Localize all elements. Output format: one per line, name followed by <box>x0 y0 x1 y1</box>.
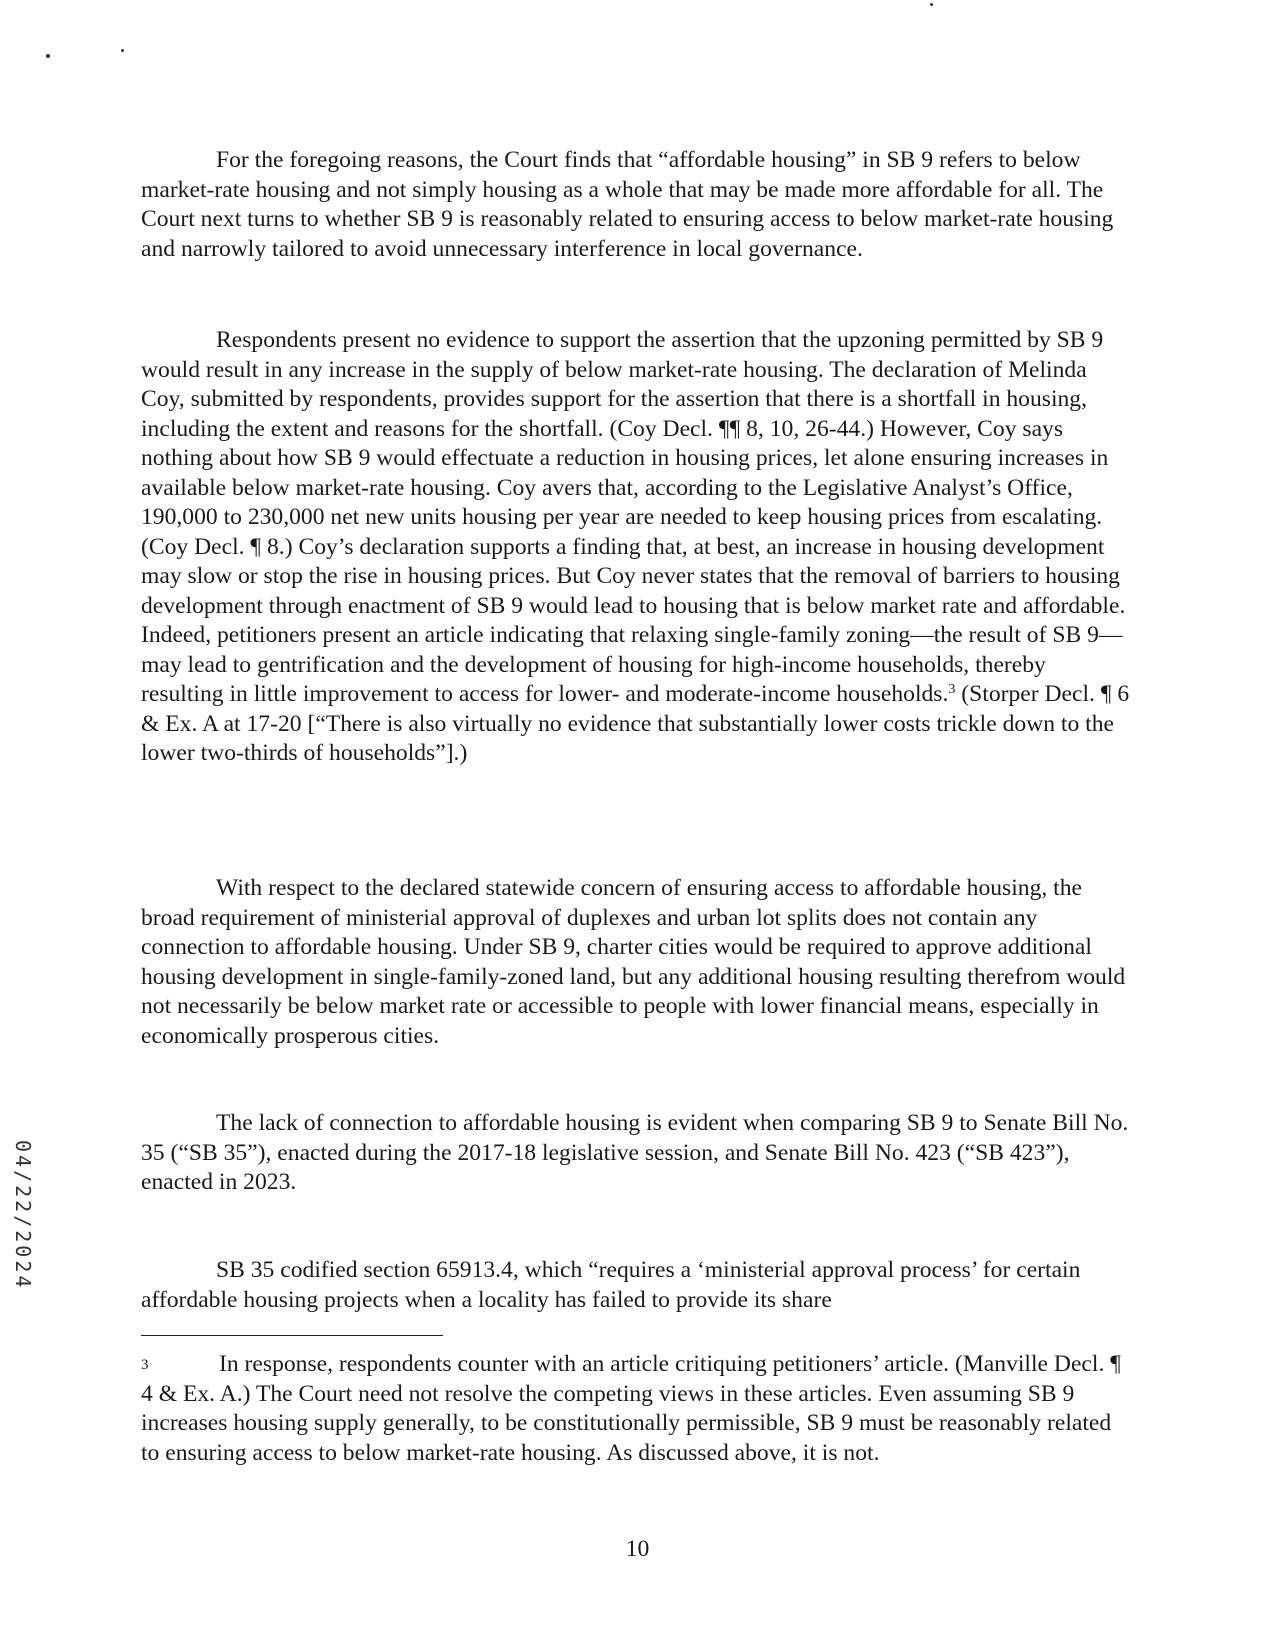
footnote <box>141 1347 1131 1468</box>
footnote-reference: 3 <box>948 682 956 697</box>
scan-speck <box>121 49 124 52</box>
paragraph-4: The lack of connection to affordable housing is evident when comparing SB 9 to Senate Bill No. 35 (“SB 35”), enacted during the 2017-18 legislative session, and Senate Bill No. 423 (“SB 423”), enacted in 2023. <box>141 1110 1129 1195</box>
scan-speck <box>46 54 50 58</box>
scan-speck <box>930 3 933 6</box>
footnote-text: In response, respondents counter with an article critiquing petitioners’ article. (Manville Decl. ¶ 4 & Ex. A.) The Court need not resolve the competing views in these articles. Even assuming SB 9 increases housing supply generally, to be constitutionally permissible, SB 9 must be reasonably related to ensuring access to below market-rate housing. As discussed above, it is not. <box>141 1351 1121 1466</box>
paragraph-3: With respect to the declared statewide concern of ensuring access to affordable housing, the broad requirement of ministerial approval of duplexes and urban lot splits does not contain any connection to affordable housing. Under SB 9, charter cities would be required to approve additional housing development in single-family-zoned land, but any additional housing resulting therefrom would not necessarily be below market rate or accessible to people with lower financial means, especially in economically prosperous cities. <box>141 875 1126 1049</box>
page-number: 10 <box>625 1536 650 1562</box>
paragraph-2-citation: (Storper Decl. ¶ 6 & Ex. A at 17-20 [“There is also virtually no evidence that substantially lower costs trickle down to the lower two-thirds of households”].) <box>141 681 1130 766</box>
paragraph-1: For the foregoing reasons, the Court finds that “affordable housing” in SB 9 refers to below market-rate housing and not simply housing as a whole that may be made more affordable for all. The Court next turns to whether SB 9 is reasonably related to ensuring access to below market-rate housing and narrowly tailored to avoid unnecessary interference in local governance. <box>141 147 1114 262</box>
paragraph-2 <box>141 326 1131 769</box>
footnote-number: 3 <box>141 1357 149 1373</box>
date-stamp: 04/22/2024 <box>11 1140 35 1291</box>
paragraph-2-text: Respondents present no evidence to support the assertion that the upzoning permitted by SB 9 would result in any increase in the supply of below market-rate housing. The declaration of Melinda Coy, submitted by respondents, provides support for the assertion that there is a shortfall in housing, including the extent and reasons for the shortfall. (Coy Decl. ¶¶ 8, 10, 26-44.) However, Coy says nothing about how SB 9 would effectuate a reduction in housing prices, let alone ensuring increases in available below market-rate housing. Coy avers that, according to the Legislative Analyst’s Office, 190,000 to 230,000 net new units housing per year are needed to keep housing prices from escalating. (Coy Decl. ¶ 8.) Coy’s declaration supports a finding that, at best, an increase in housing development may slow or stop the rise in housing prices. But Coy never states that the removal of barriers to housing development through enactment of SB 9 would lead to housing that is below market rate and affordable. Indeed, petitioners present an article indicating that relaxing single-family zoning—the result of SB 9—may lead to gentrification and the development of housing for high-income households, thereby resulting in little improvement to access for lower- and moderate-income households. <box>141 327 1126 707</box>
paragraph-5: SB 35 codified section 65913.4, which “requires a ‘ministerial approval process’ for certain affordable housing projects when a locality has failed to provide its share <box>141 1257 1081 1313</box>
footnote-divider <box>141 1335 443 1336</box>
